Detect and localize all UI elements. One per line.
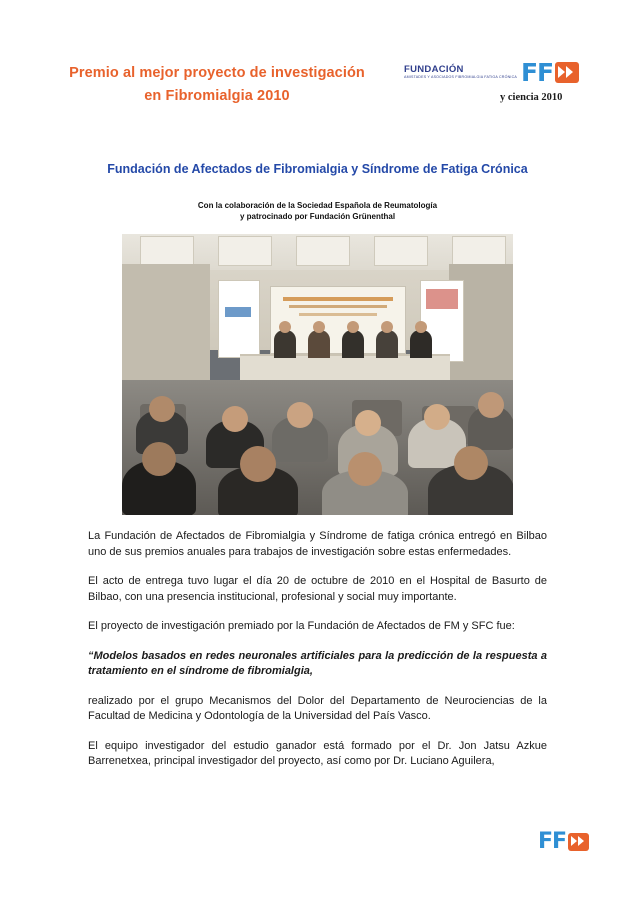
photo-panelist-head bbox=[347, 321, 359, 333]
paragraph-3: El proyecto de investigación premiado por la Fundación de Afectados de FM y SFC fue: bbox=[88, 620, 515, 632]
photo-audience-head bbox=[287, 402, 313, 428]
footer-ff-logo-letters: FF bbox=[537, 829, 566, 854]
paragraph-2: El acto de entrega tuvo lugar el día 20 de octubre de 2010 en el Hospital de Basurto de Bilbao, con una presencia institucional, profesional y social muy importante. bbox=[88, 575, 547, 603]
double-arrow-icon bbox=[555, 62, 579, 83]
ff-logo-letters: FF bbox=[520, 58, 554, 87]
fundacion-logo-text bbox=[404, 65, 517, 80]
photo-audience-head bbox=[142, 442, 176, 476]
photo-audience-head bbox=[149, 396, 175, 422]
photo-panelist bbox=[410, 330, 432, 358]
ff-logo bbox=[521, 60, 579, 85]
event-photo-content bbox=[122, 234, 513, 515]
ciencia-label: y ciencia 2010 bbox=[500, 92, 563, 103]
photo-ceiling-panel bbox=[296, 236, 350, 266]
page-title-line-2: en Fibromialgia 2010 bbox=[144, 88, 290, 104]
fundacion-logo bbox=[404, 60, 579, 85]
photo-ceiling-panel bbox=[218, 236, 272, 266]
photo-panel-table bbox=[240, 354, 450, 382]
photo-panelist bbox=[342, 330, 364, 358]
photo-screen-text-line bbox=[283, 297, 393, 301]
footer-ff-logo bbox=[538, 831, 589, 853]
photo-panelist bbox=[308, 330, 330, 358]
fundacion-logo-name: FUNDACIÓN bbox=[404, 64, 464, 76]
article-body bbox=[0, 529, 635, 770]
photo-ceiling-panel bbox=[140, 236, 194, 266]
double-arrow-icon bbox=[568, 833, 589, 851]
photo-audience-head bbox=[348, 452, 382, 486]
photo-audience-member bbox=[428, 464, 513, 515]
photo-audience-member bbox=[122, 460, 196, 515]
photo-audience-head bbox=[240, 446, 276, 482]
photo-audience-head bbox=[454, 446, 488, 480]
photo-audience-head bbox=[355, 410, 381, 436]
photo-screen-text-line bbox=[289, 305, 387, 308]
photo-panelist-head bbox=[415, 321, 427, 333]
photo-panelist bbox=[274, 330, 296, 358]
photo-audience-member bbox=[272, 416, 328, 462]
photo-audience-member bbox=[322, 470, 408, 515]
photo-panelist-head bbox=[381, 321, 393, 333]
photo-audience-member bbox=[218, 466, 298, 515]
photo-audience-head bbox=[424, 404, 450, 430]
photo-wall-left bbox=[122, 264, 210, 384]
paragraph-1: La Fundación de Afectados de Fibromialgia y Síndrome de fatiga crónica entregó en Bilbao uno de sus premios anuales para trabajos de investigación sobre estas enfermedades. bbox=[88, 530, 547, 558]
project-title-quote: “Modelos basados en redes neuronales artificiales para la predicción de la respuesta a tratamiento en el síndrome de fibromialgia, bbox=[88, 649, 547, 677]
photo-ceiling-panel bbox=[374, 236, 428, 266]
photo-audience-head bbox=[222, 406, 248, 432]
photo-audience-head bbox=[478, 392, 504, 418]
event-photo bbox=[122, 234, 513, 515]
page-title bbox=[52, 62, 382, 108]
collaboration-line-1: Con la colaboración de la Sociedad Española de Reumatología bbox=[197, 201, 438, 210]
photo-panelist-head bbox=[279, 321, 291, 333]
paragraph-6: El equipo investigador del estudio ganador está formado por el Dr. Jon Jatsu Azkue Barrenetxea, principal investigador del proyecto, así como por Dr. Luciano Aguilera, bbox=[88, 739, 547, 767]
document-header bbox=[0, 0, 635, 126]
collaboration-line-2: y patrocinado por Fundación Grünenthal bbox=[239, 212, 396, 221]
photo-panelist bbox=[376, 330, 398, 358]
organization-subtitle: Fundación de Afectados de Fibromialgia y Síndrome de Fatiga Crónica bbox=[107, 162, 528, 176]
photo-ceiling-panel bbox=[452, 236, 506, 266]
collaboration-note bbox=[0, 200, 635, 222]
page-title-line-1: Premio al mejor proyecto de investigación bbox=[69, 65, 365, 81]
fundacion-logo-subtitle: AMISTADES Y ASOCIADOS FIBROMIALGIA FATIGA CRÓNICA bbox=[404, 75, 517, 80]
photo-poster-left bbox=[218, 280, 260, 358]
photo-panelist-head bbox=[313, 321, 325, 333]
photo-audience-member bbox=[468, 406, 513, 450]
paragraph-5: realizado por el grupo Mecanismos del Dolor del Departamento de Neurociencias de la Facultad de Medicina y Odontología de la Universidad del País Vasco. bbox=[88, 694, 547, 722]
photo-screen-text-line bbox=[299, 313, 377, 316]
